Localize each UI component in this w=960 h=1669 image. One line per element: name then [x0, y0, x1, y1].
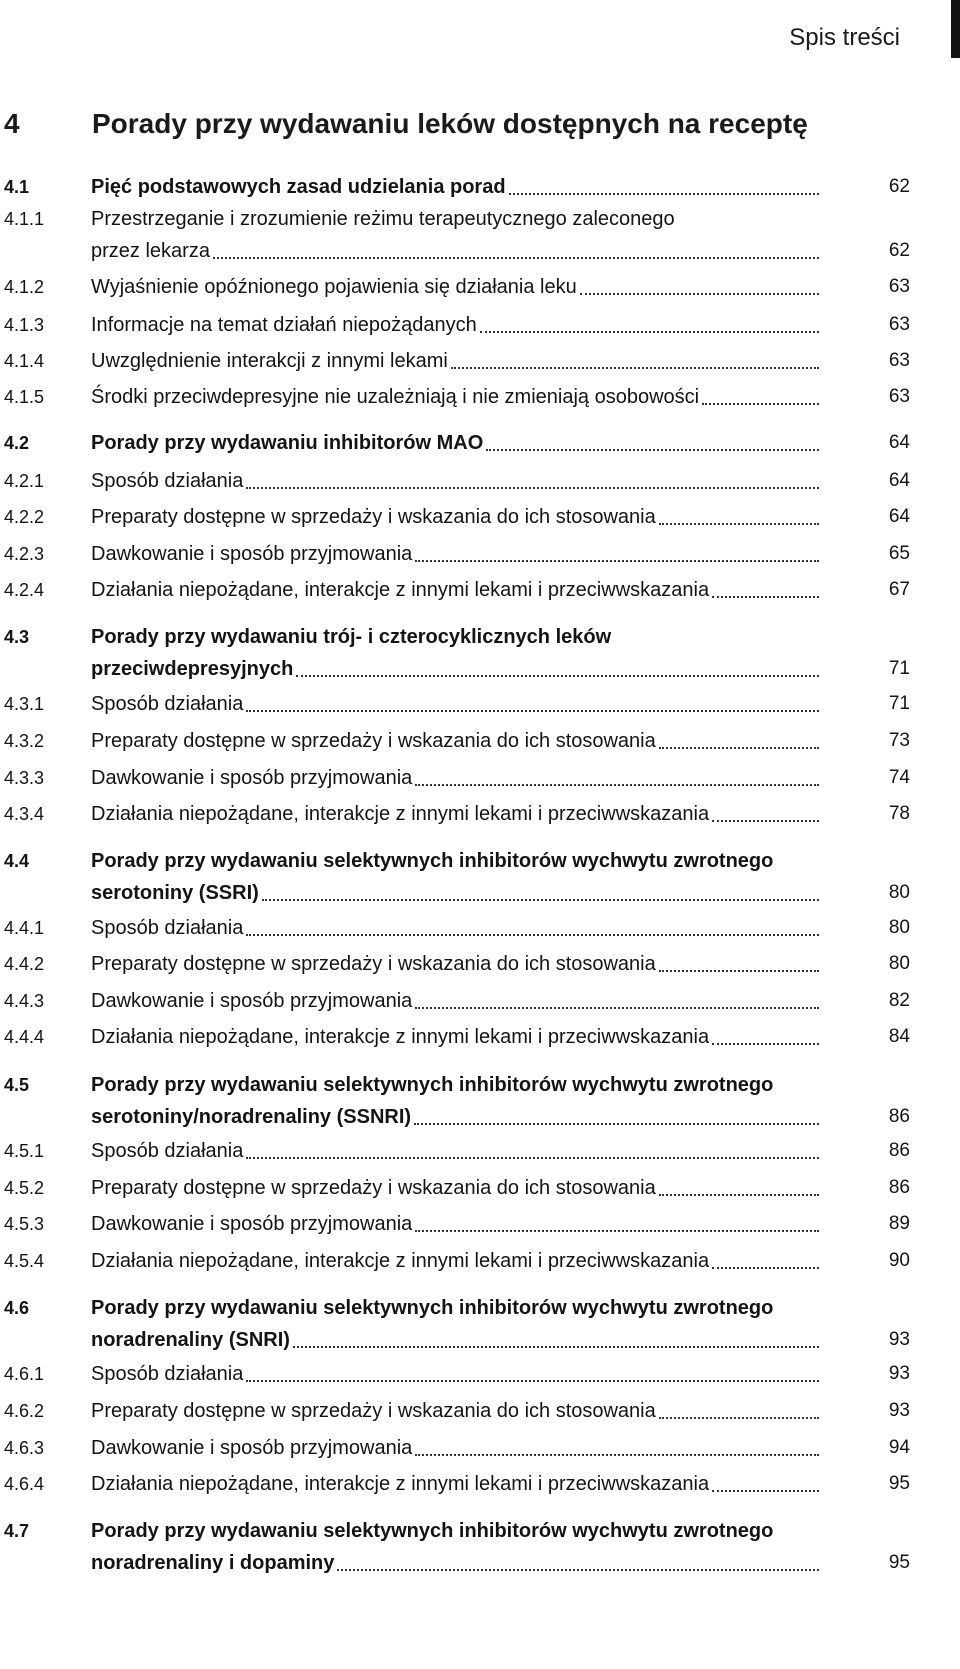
toc-entry[interactable]: [0, 762, 960, 794]
page-number: 86: [888, 1140, 910, 1161]
section-number: 4.4.2: [4, 954, 45, 974]
section-title-line1: Porady przy wydawaniu selektywnych inhibitorów wychwytu zwrotnego: [91, 1074, 774, 1096]
section-title: przeciwdepresyjnych: [91, 658, 294, 680]
dot-leader: [246, 487, 819, 489]
page-number: 84: [888, 1026, 910, 1047]
dot-leader: [246, 934, 819, 936]
page-number: 64: [888, 432, 910, 453]
page-number: 73: [888, 730, 910, 751]
dot-leader: [415, 784, 819, 786]
page-number: 71: [888, 693, 910, 714]
section-number: 4.1.1: [4, 209, 45, 229]
section-title: Dawkowanie i sposób przyjmowania: [91, 1213, 413, 1235]
section-title: Dawkowanie i sposób przyjmowania: [91, 990, 413, 1012]
section-title: Sposób działania: [91, 917, 244, 939]
dot-leader: [712, 596, 819, 598]
toc-entry[interactable]: [0, 1208, 960, 1240]
section-number: 4.6.4: [4, 1474, 45, 1494]
page-number: 95: [888, 1473, 910, 1494]
dot-leader: [486, 449, 819, 451]
section-title: Działania niepożądane, interakcje z innymi lekami i przeciwwskazania: [91, 1250, 710, 1272]
toc-entry[interactable]: [0, 309, 960, 341]
dot-leader: [293, 1346, 819, 1348]
section-title: Preparaty dostępne w sprzedaży i wskazania do ich stosowania: [91, 730, 656, 752]
toc-entry[interactable]: [0, 203, 960, 267]
section-title: Działania niepożądane, interakcje z innymi lekami i przeciwwskazania: [91, 579, 710, 601]
dot-leader: [480, 331, 819, 333]
section-title: Sposób działania: [91, 693, 244, 715]
toc-entry[interactable]: [0, 1515, 960, 1579]
toc-entry[interactable]: [0, 1358, 960, 1390]
section-title: Wyjaśnienie opóźnionego pojawienia się działania leku: [91, 276, 577, 298]
chapter-title: Porady przy wydawaniu leków dostępnych na receptę: [92, 108, 808, 139]
toc-entry[interactable]: [0, 501, 960, 533]
section-number: 4.2.4: [4, 580, 45, 600]
page-number: 80: [888, 882, 910, 903]
dot-leader: [414, 1123, 819, 1125]
section-title: Preparaty dostępne w sprzedaży i wskazania do ich stosowania: [91, 506, 656, 528]
section-title: Preparaty dostępne w sprzedaży i wskazania do ich stosowania: [91, 1400, 656, 1422]
section-title: Informacje na temat działań niepożądanych: [91, 314, 477, 336]
dot-leader: [580, 293, 819, 295]
page-number: 80: [888, 917, 910, 938]
section-number: 4.2.1: [4, 471, 45, 491]
section-number: 4.4.3: [4, 991, 45, 1011]
toc-entry[interactable]: [0, 1432, 960, 1464]
page-number: 86: [888, 1106, 910, 1127]
toc-entry[interactable]: [0, 1135, 960, 1167]
toc-entry[interactable]: [0, 948, 960, 980]
section-title: Sposób działania: [91, 1140, 244, 1162]
section-title: noradrenaliny (SNRI): [91, 1329, 290, 1351]
page-number: 63: [888, 314, 910, 335]
toc-entry[interactable]: [0, 1245, 960, 1277]
section-title: serotoniny/noradrenaliny (SSNRI): [91, 1106, 412, 1128]
section-title: Preparaty dostępne w sprzedaży i wskazania do ich stosowania: [91, 953, 656, 975]
section-number: 4.5.2: [4, 1178, 45, 1198]
page-number: 94: [888, 1437, 910, 1458]
toc-entry[interactable]: [0, 1292, 960, 1356]
section-number: 4.3: [4, 627, 30, 647]
section-number: 4.4.1: [4, 918, 45, 938]
page-edge-tab: [951, 0, 960, 58]
section-title: Dawkowanie i sposób przyjmowania: [91, 543, 413, 565]
section-number: 4.5.3: [4, 1214, 45, 1234]
section-number: 4.3.4: [4, 804, 45, 824]
toc-entry[interactable]: [0, 985, 960, 1017]
toc-entry[interactable]: [0, 621, 960, 685]
toc-entry[interactable]: [0, 1468, 960, 1500]
section-number: 4.6: [4, 1298, 30, 1318]
dot-leader: [296, 675, 819, 677]
page-number: 62: [888, 176, 910, 197]
section-number: 4.2.2: [4, 507, 45, 527]
section-number: 4.1.4: [4, 351, 45, 371]
section-number: 4.3.3: [4, 768, 45, 788]
section-number: 4.2.3: [4, 544, 45, 564]
section-title-line1: Porady przy wydawaniu selektywnych inhibitorów wychwytu zwrotnego: [91, 1297, 774, 1319]
page-number: 93: [888, 1329, 910, 1350]
toc-entry[interactable]: [0, 381, 960, 413]
section-number: 4.1.5: [4, 387, 45, 407]
toc-entry[interactable]: [0, 1395, 960, 1427]
page-number: 64: [888, 470, 910, 491]
section-number: 4.5.4: [4, 1251, 45, 1271]
page-number: 89: [888, 1213, 910, 1234]
page-number: 64: [888, 506, 910, 527]
page-number: 93: [888, 1400, 910, 1421]
toc-entry[interactable]: [0, 912, 960, 944]
section-number: 4.1.2: [4, 277, 45, 297]
dot-leader: [262, 899, 819, 901]
section-title: serotoniny (SSRI): [91, 882, 259, 904]
section-number: 4.6.2: [4, 1401, 45, 1421]
dot-leader: [712, 820, 819, 822]
dot-leader: [213, 257, 819, 259]
page-number: 65: [888, 543, 910, 564]
toc-entry[interactable]: [0, 427, 960, 459]
toc-entry[interactable]: [0, 845, 960, 909]
toc-entry[interactable]: [0, 798, 960, 830]
dot-leader: [712, 1490, 819, 1492]
section-number: 4.3.2: [4, 731, 45, 751]
section-title: Sposób działania: [91, 470, 244, 492]
toc-entry[interactable]: [0, 171, 960, 203]
dot-leader: [659, 523, 819, 525]
page-number: 62: [888, 240, 910, 261]
page-number: 78: [888, 803, 910, 824]
section-number: 4.4.4: [4, 1027, 45, 1047]
section-number: 4.6.1: [4, 1364, 45, 1384]
toc-entry[interactable]: [0, 1021, 960, 1053]
section-title: Sposób działania: [91, 1363, 244, 1385]
section-title: Działania niepożądane, interakcje z innymi lekami i przeciwwskazania: [91, 803, 710, 825]
dot-leader: [712, 1043, 819, 1045]
section-title: Działania niepożądane, interakcje z innymi lekami i przeciwwskazania: [91, 1026, 710, 1048]
page-number: 95: [888, 1552, 910, 1573]
section-title: Dawkowanie i sposób przyjmowania: [91, 1437, 413, 1459]
section-title: Pięć podstawowych zasad udzielania porad: [91, 176, 506, 198]
section-number: 4.4: [4, 851, 30, 871]
dot-leader: [659, 747, 819, 749]
section-title: Działania niepożądane, interakcje z innymi lekami i przeciwwskazania: [91, 1473, 710, 1495]
toc-entry[interactable]: [0, 574, 960, 606]
toc-entry[interactable]: [0, 538, 960, 570]
dot-leader: [702, 403, 819, 405]
dot-leader: [415, 560, 819, 562]
dot-leader: [415, 1454, 819, 1456]
page-number: 90: [888, 1250, 910, 1271]
section-title: Preparaty dostępne w sprzedaży i wskazania do ich stosowania: [91, 1177, 656, 1199]
toc-entry[interactable]: [0, 345, 960, 377]
dot-leader: [451, 367, 819, 369]
section-title-line1: Porady przy wydawaniu trój- i czterocyklicznych leków: [91, 626, 612, 648]
dot-leader: [246, 710, 819, 712]
page-number: 63: [888, 386, 910, 407]
section-title: Porady przy wydawaniu inhibitorów MAO: [91, 432, 484, 454]
dot-leader: [509, 193, 819, 195]
section-title-line1: Przestrzeganie i zrozumienie reżimu terapeutycznego zaleconego: [91, 208, 675, 230]
section-title-line1: Porady przy wydawaniu selektywnych inhibitorów wychwytu zwrotnego: [91, 850, 774, 872]
dot-leader: [415, 1007, 819, 1009]
toc-entry[interactable]: [0, 1172, 960, 1204]
dot-leader: [659, 1417, 819, 1419]
page-number: 82: [888, 990, 910, 1011]
page-number: 71: [888, 658, 910, 679]
page-number: 86: [888, 1177, 910, 1198]
section-title: Dawkowanie i sposób przyjmowania: [91, 767, 413, 789]
section-number: 4.5: [4, 1075, 30, 1095]
dot-leader: [246, 1380, 819, 1382]
page-number: 67: [888, 579, 910, 600]
toc-entry[interactable]: [0, 465, 960, 497]
section-title: Środki przeciwdepresyjne nie uzależniają i nie zmieniają osobowości: [91, 386, 700, 408]
toc-entry[interactable]: [0, 688, 960, 720]
dot-leader: [659, 1194, 819, 1196]
section-title: przez lekarza: [91, 240, 210, 262]
page-number: 80: [888, 953, 910, 974]
dot-leader: [659, 970, 819, 972]
section-number: 4.7: [4, 1521, 30, 1541]
page-number: 74: [888, 767, 910, 788]
section-number: 4.3.1: [4, 694, 45, 714]
toc-entry[interactable]: [0, 725, 960, 757]
running-header: Spis treści: [789, 24, 900, 51]
page-number: 63: [888, 276, 910, 297]
section-title: noradrenaliny i dopaminy: [91, 1552, 335, 1574]
section-title: Uwzględnienie interakcji z innymi lekami: [91, 350, 448, 372]
section-number: 4.2: [4, 433, 30, 453]
page-number: 63: [888, 350, 910, 371]
section-number: 4.6.3: [4, 1438, 45, 1458]
section-number: 4.5.1: [4, 1141, 45, 1161]
section-number: 4.1.3: [4, 315, 45, 335]
dot-leader: [712, 1267, 819, 1269]
toc-entry[interactable]: [0, 271, 960, 303]
chapter-number: 4: [4, 108, 20, 139]
toc-entry[interactable]: [0, 1069, 960, 1133]
dot-leader: [246, 1157, 819, 1159]
section-title-line1: Porady przy wydawaniu selektywnych inhibitorów wychwytu zwrotnego: [91, 1520, 774, 1542]
page-number: 93: [888, 1363, 910, 1384]
section-number: 4.1: [4, 177, 30, 197]
dot-leader: [337, 1569, 819, 1571]
dot-leader: [415, 1230, 819, 1232]
